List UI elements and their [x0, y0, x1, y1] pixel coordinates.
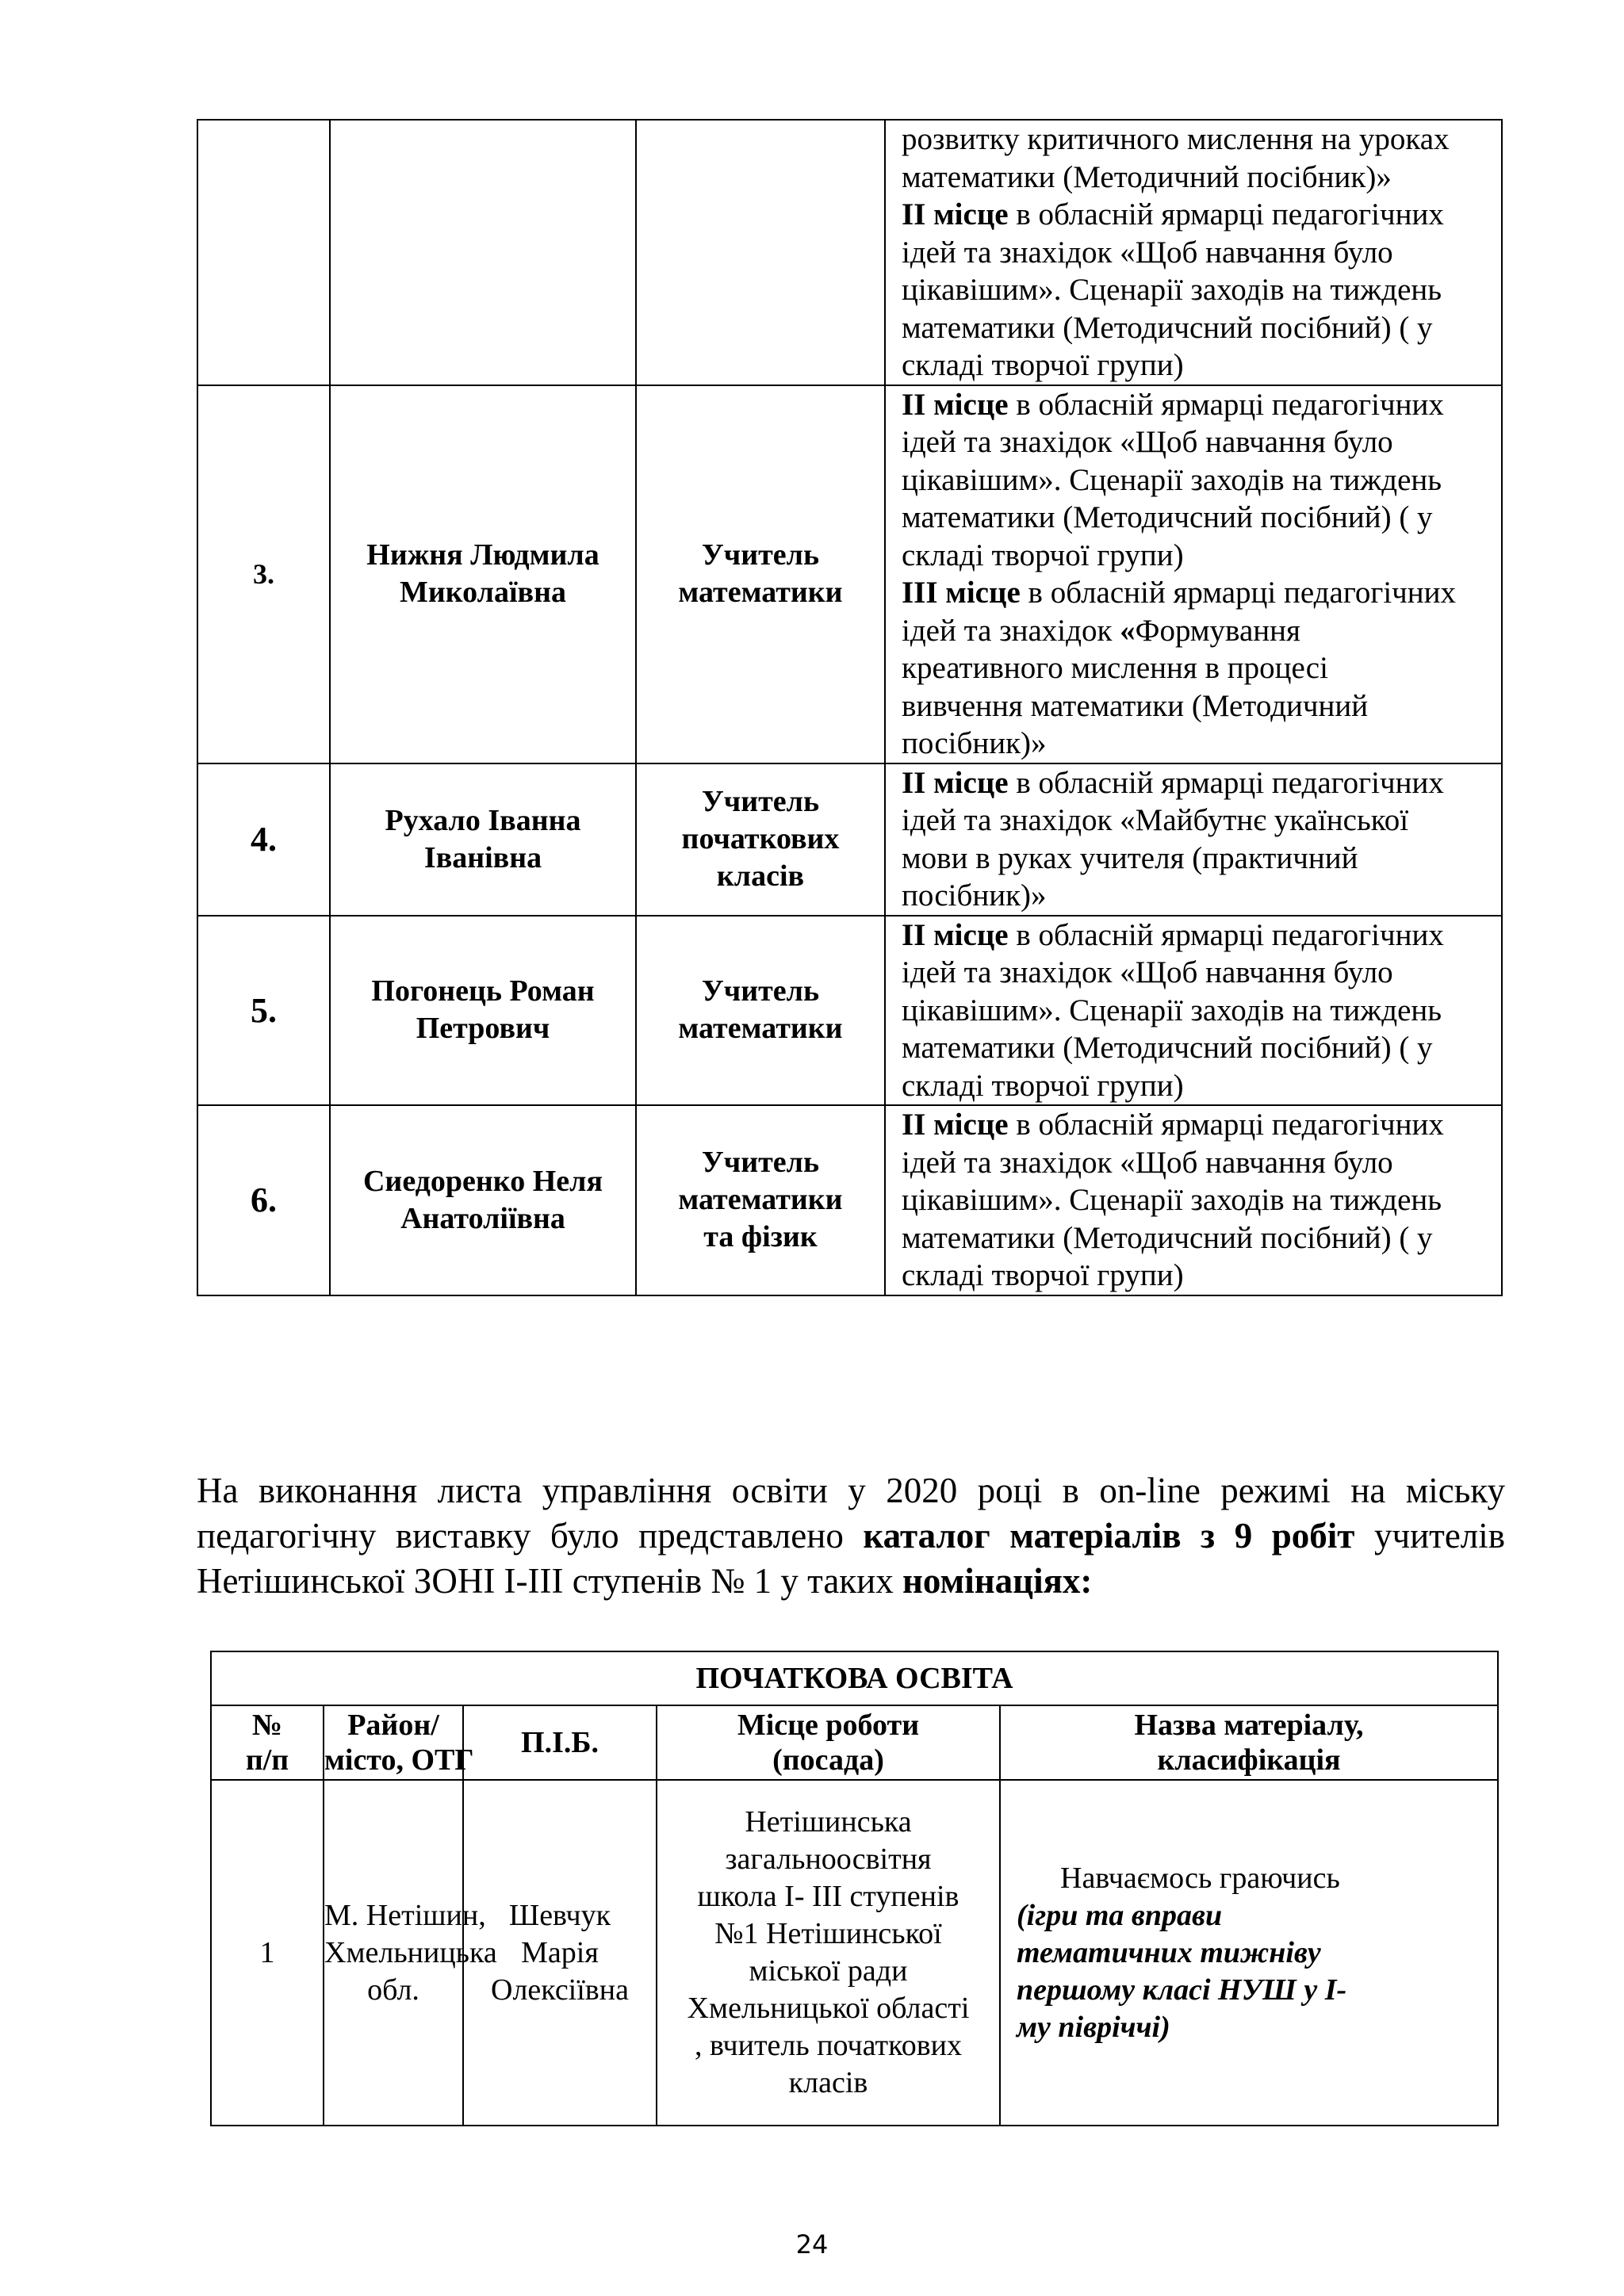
intro-line-2: педагогічну виставку було представлено каталог матеріалів з 9 робіт учителів [197, 1516, 1506, 1556]
award-description-line: креативного мислення в процесі [902, 651, 1328, 685]
intro-paragraph [197, 1468, 1505, 1604]
prize-label: ІІІ місце [902, 576, 1021, 610]
teacher-position-cell [636, 120, 885, 385]
teacher-name-cell [330, 763, 636, 916]
row-number: 3. [197, 385, 330, 763]
material-classification [1017, 1897, 1497, 2046]
name-line: Марія [521, 1935, 599, 1969]
award-description-line: мови в руках учителя (практичний [902, 840, 1358, 875]
material-title: Навчаємось граючись [1060, 1861, 1340, 1895]
classification-line: першому класі НУШ у І- [1017, 1973, 1347, 2007]
intro-line-1: На виконання листа управління освіти у 2020 році в on-line режимі на міську [197, 1471, 1505, 1510]
award-description-line: математики (Методичсний посібний) ( у [902, 1031, 1433, 1065]
award-description-line: ідей та знахідок «Формування [902, 613, 1300, 648]
award-description-line: цікавішим». Сценарії заходів на тиждень [902, 1183, 1442, 1217]
teacher-name-line: Рухало Іванна [385, 803, 581, 837]
teacher-position-cell [636, 385, 885, 763]
header-workplace [657, 1705, 1000, 1780]
award-description-line: математики (Методичсний посібний) ( у [902, 500, 1433, 534]
name-line: Шевчук [508, 1898, 611, 1932]
row-number: 6. [197, 1105, 330, 1295]
award-description-line: складі творчої групи) [902, 348, 1184, 382]
award-description-line: ідей та знахідок «Щоб навчання було [902, 425, 1393, 459]
workplace-line: , вчитель початкових [695, 2029, 962, 2062]
header-line: п/п [245, 1743, 289, 1777]
award-description-line: вивчення математики (Методичний [902, 688, 1369, 723]
teacher-name-cell [330, 120, 636, 385]
row-number [197, 120, 330, 385]
teacher-name-cell [330, 385, 636, 763]
name-line: Олексіївна [491, 1973, 629, 2007]
prize-label: ІІ місце [902, 387, 1009, 422]
award-description-line: ІІ місце в обласній ярмарці педагогічних [902, 197, 1444, 232]
classification-line: (ігри та вправи [1017, 1898, 1223, 1932]
award-description-line: ідей та знахідок «Щоб навчання було [902, 955, 1393, 989]
header-district [324, 1705, 474, 1780]
teacher-position-cell [636, 1105, 885, 1295]
award-description-line: ІІІ місце в обласній ярмарці педагогічних [902, 576, 1457, 610]
workplace-line: Нетішинська [745, 1805, 912, 1839]
table-row [197, 763, 1502, 916]
header-line: П.І.Б. [521, 1726, 599, 1759]
teacher-position-line: математики [678, 576, 843, 609]
teacher-name-line: Миколаївна [400, 576, 566, 609]
prize-label: ІІ місце [902, 765, 1009, 800]
workplace-line: загальноосвітня [725, 1843, 932, 1876]
page-number: 24 [795, 2229, 829, 2260]
table-row [197, 385, 1502, 763]
header-name [463, 1705, 657, 1780]
award-description-line: ІІ місце в обласній ярмарці педагогічних [902, 1108, 1444, 1142]
workplace-line: класів [788, 2066, 868, 2099]
header-line: Назва матеріалу, [1134, 1709, 1364, 1742]
award-description-line: посібник)» [902, 878, 1047, 913]
award-description-line: розвитку критичного мислення на уроках [902, 122, 1450, 156]
teacher-position-line: математики [678, 1183, 843, 1217]
award-description-cell [885, 916, 1502, 1106]
teacher-name-line: Іванівна [423, 840, 542, 874]
row-number: 4. [197, 763, 330, 916]
workplace-line: Хмельницької області [687, 1992, 970, 2025]
table-row [197, 1105, 1502, 1295]
row-number: 5. [197, 916, 330, 1106]
teacher-name-line: Погонець Роман [371, 974, 595, 1008]
award-description-line: цікавішим». Сценарії заходів на тиждень [902, 993, 1442, 1027]
prize-label: ІІ місце [902, 197, 1009, 232]
header-line: місто, ОТГ [324, 1743, 474, 1777]
workplace-line: №1 Нетішинської [714, 1917, 942, 1950]
header-material [1000, 1705, 1498, 1780]
award-description-line: ІІ місце в обласній ярмарці педагогічних [902, 765, 1444, 800]
table-row [211, 1780, 1498, 2126]
teacher-name-line: Петрович [416, 1012, 550, 1046]
catalog-highlight: каталог матеріалів з 9 робіт [863, 1516, 1355, 1556]
award-description-cell [885, 1105, 1502, 1295]
district-line: Хмельницька [324, 1935, 497, 1969]
award-description-line: математики (Методичсний посібний) ( у [902, 1220, 1433, 1255]
teacher-position-line: Учитель [701, 538, 820, 572]
header-line: (посада) [772, 1743, 884, 1777]
award-description-line: математики (Методичний посібник)» [902, 159, 1392, 194]
row-number: 1 [211, 1780, 324, 2126]
teacher-position-line: Учитель [701, 974, 820, 1008]
classification-line: му півріччі) [1017, 2010, 1170, 2044]
teacher-position-line: Учитель [701, 785, 820, 818]
award-description-cell [885, 120, 1502, 385]
table-row [197, 916, 1502, 1106]
header-line: Район/ [347, 1709, 439, 1742]
teacher-name-line: Сиедоренко Неля [362, 1164, 603, 1198]
award-description-line: ІІ місце в обласній ярмарці педагогічних [902, 917, 1444, 952]
teacher-position-cell [636, 763, 885, 916]
award-description-line: складі творчої групи) [902, 538, 1184, 572]
header-line: № [251, 1709, 283, 1742]
teacher-position-line: та фізик [703, 1220, 818, 1254]
prize-label: ІІ місце [902, 1108, 1009, 1142]
nominations-highlight: номінаціях: [902, 1561, 1093, 1601]
district-line: М. Нетішин, [324, 1898, 486, 1932]
intro-line-3: Нетішинської ЗОНІ І-ІІІ ступенів № 1 у таких номінаціях: [197, 1561, 1093, 1601]
district-line: обл. [367, 1973, 419, 2007]
award-description-line: цікавішим». Сценарії заходів на тиждень [902, 462, 1442, 497]
teacher-position-line: Учитель [701, 1146, 820, 1180]
award-description-cell [885, 385, 1502, 763]
award-description-line: посібник)» [902, 726, 1047, 760]
award-description-line: ідей та знахідок «Майбутнє укаїнської [902, 803, 1409, 837]
workplace-cell [657, 1780, 1000, 2126]
teacher-position-line: математики [678, 1012, 843, 1046]
award-description-line: складі творчої групи) [902, 1068, 1184, 1103]
awards-table [197, 119, 1503, 1296]
table-row [197, 120, 1502, 385]
district-cell [324, 1780, 497, 2126]
teacher-position-cell [636, 916, 885, 1106]
classification-line: тематичних тижніву [1017, 1935, 1321, 1969]
header-number [211, 1705, 324, 1780]
teacher-position-line: класів [716, 859, 805, 893]
award-description-line: ідей та знахідок «Щоб навчання було [902, 1145, 1393, 1180]
bold-quote: « [1120, 613, 1136, 648]
award-description-line: ідей та знахідок «Щоб навчання було [902, 235, 1393, 270]
award-description-line: складі творчої групи) [902, 1258, 1184, 1292]
award-description-line: ІІ місце в обласній ярмарці педагогічних [902, 387, 1444, 422]
teacher-name-line: Анатоліївна [400, 1201, 565, 1235]
header-line: Місце роботи [737, 1709, 920, 1742]
award-description-line: цікавішим». Сценарії заходів на тиждень [902, 273, 1442, 307]
teacher-position-line: початкових [681, 822, 840, 855]
header-line: класифікація [1157, 1743, 1341, 1777]
teacher-name-cell [330, 1105, 636, 1295]
teacher-name-cell [330, 916, 636, 1106]
nominations-table [210, 1651, 1499, 2126]
prize-label: ІІ місце [902, 917, 1009, 952]
workplace-line: школа І- ІІІ ступенів [697, 1880, 959, 1913]
material-cell [1000, 1780, 1498, 2126]
teacher-name-line: Нижня Людмила [366, 538, 599, 572]
workplace-line: міської ради [749, 1954, 908, 1988]
section-title: ПОЧАТКОВА ОСВІТА [211, 1651, 1498, 1705]
award-description-cell [885, 763, 1502, 916]
award-description-line: математики (Методичсний посібний) ( у [902, 310, 1433, 345]
